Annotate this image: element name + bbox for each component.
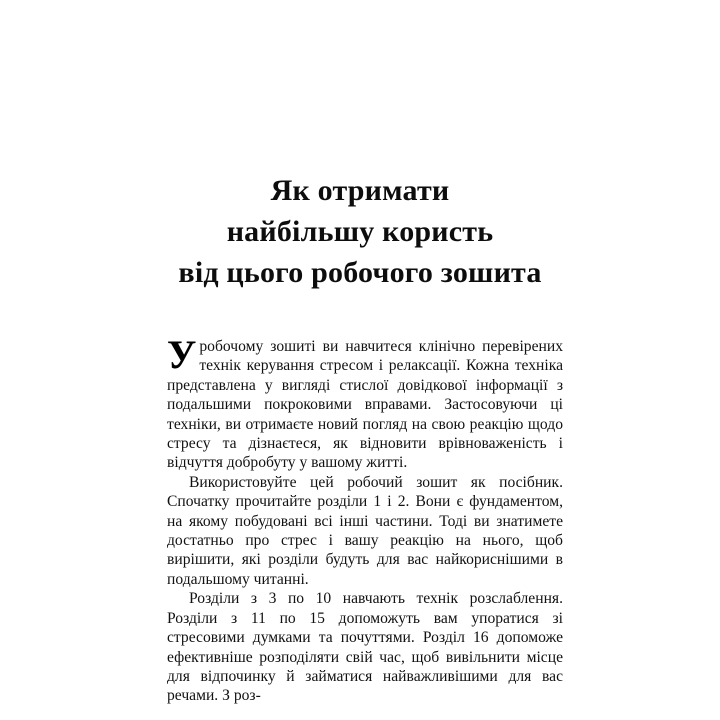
drop-cap: У: [167, 332, 197, 377]
paragraph-1: [167, 332, 563, 473]
page-title: [0, 170, 720, 293]
page-title-line-1: Як отримати: [270, 174, 450, 207]
paragraph-3: Розділи з 3 по 10 навчають технік розслаблення. Розділи з 11 по 15 допоможуть вам упоратися зі стресовими думками та почуттями. Розділ 16 допоможе ефективніше розподіляти свій час, щоб вивільнити місце для відпочинку й займатися найважливішими для вас речами. З роз-: [167, 590, 563, 705]
page-title-line-2: найбільшу користь: [226, 215, 494, 248]
paragraph-1-text: робочому зошиті ви навчитеся клінічно перевірених технік керування стресом і релаксації. Кожна техніка представлена у вигляді стислої довідкової інформації з подальшими покроковими вправами. Застосовуючи ці техніки, ви отримаєте новий погляд на свою реакцію щодо стресу та дізнаєтеся, як відновити врівноваженість і відчуття добробуту у вашому житті.: [167, 338, 563, 472]
body-text-block: [167, 332, 563, 706]
page-title-line-3: від цього робочого зошита: [178, 256, 542, 289]
paragraph-2: Використовуйте цей робочий зошит як посібник. Спочатку прочитайте розділи 1 і 2. Вони є фундаментом, на якому побудовані всі інші частини. Тоді ви знатимете достатньо про стрес і вашу реакцію на нього, щоб вирішити, які розділи будуть для вас найкориснішими в подальшому читанні.: [167, 473, 563, 588]
